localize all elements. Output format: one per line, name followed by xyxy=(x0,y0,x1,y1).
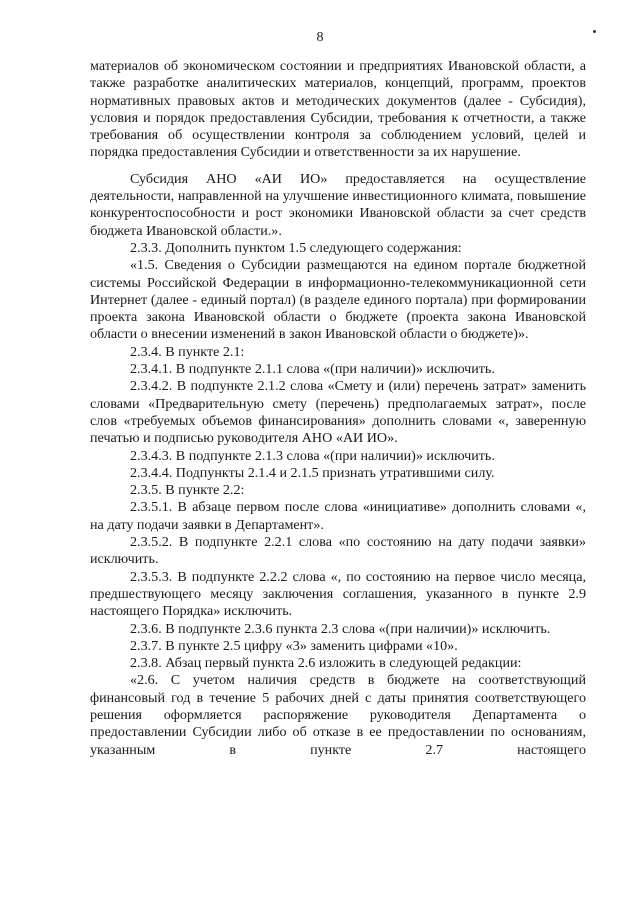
paragraph-2-3-5-1: 2.3.5.1. В абзаце первом после слова «инициативе» дополнить словами «, на дату подачи заявки в Департамент». xyxy=(90,499,586,533)
document-body xyxy=(90,58,586,759)
paragraph-2-6: «2.6. С учетом наличия средств в бюджете на соответствующий финансовый год в течение 5 рабочих дней с даты принятия соответствующего решения оформляется распоряжение руководителя Департамента о предоставлении Субсидии либо об отказе в ее предоставлении по основаниям, указанным в пункте 2.7 настоящего xyxy=(90,672,586,758)
paragraph-2-3-4: 2.3.4. В пункте 2.1: xyxy=(130,343,245,360)
paragraph-2-3-3: 2.3.3. Дополнить пунктом 1.5 следующего содержания: xyxy=(130,239,462,256)
paragraph-subsidy: Субсидия АНО «АИ ИО» предоставляется на осуществление деятельности, направленной на улучшение инвестиционного климата, повышение конкурентоспособности и рост экономики Ивановской области за счет средств бюджета Ивановской области.». xyxy=(90,170,586,239)
paragraph-2-3-5: 2.3.5. В пункте 2.2: xyxy=(130,482,245,499)
paragraph-2-3-4-1: 2.3.4.1. В подпункте 2.1.1 слова «(при наличии)» исключить. xyxy=(130,361,495,378)
paragraph-2-3-4-3: 2.3.4.3. В подпункте 2.1.3 слова «(при наличии)» исключить. xyxy=(130,447,495,464)
paragraph-2-3-4-2: 2.3.4.2. В подпункте 2.1.2 слова «Смету и (или) перечень затрат» заменить словами «Предварительную смету (перечень) предполагаемых затрат», после слов «требуемых объемов финансирования» дополнить словами «, заверенную печатью и подписью руководителя АНО «АИ ИО». xyxy=(90,378,586,447)
scan-speck xyxy=(593,30,596,33)
paragraph-1-5: «1.5. Сведения о Субсидии размещаются на едином портале бюджетной системы Российской Федерации в информационно-телекоммуникационной сети Интернет (далее - единый портал) (в разделе единого портала) при формировании проекта закона Ивановской области о бюджете (проекта закона Ивановской области о внесении изменений в закон Ивановской области о бюджете)». xyxy=(90,257,586,343)
paragraph-2-3-6: 2.3.6. В подпункте 2.3.6 пункта 2.3 слова «(при наличии)» исключить. xyxy=(130,620,551,637)
paragraph-2-3-8: 2.3.8. Абзац первый пункта 2.6 изложить в следующей редакции: xyxy=(130,655,522,672)
paragraph-intro: материалов об экономическом состоянии и предприятиях Ивановской области, а также разработке аналитических материалов, концепций, программ, проектов нормативных правовых актов и методических документов (далее - Субсидия), условия и порядок предоставления Субсидии, требования к отчетности, а также требования об осуществлении контроля за соблюдением условий, целей и порядка предоставления Субсидии и ответственности за их нарушение. xyxy=(90,58,586,161)
paragraph-2-3-4-4: 2.3.4.4. Подпункты 2.1.4 и 2.1.5 признать утратившими силу. xyxy=(130,464,495,481)
page-number: 8 xyxy=(316,30,324,45)
paragraph-2-3-5-3: 2.3.5.3. В подпункте 2.2.2 слова «, по состоянию на первое число месяца, предшествующего месяцу заключения соглашения, указанного в пункте 2.9 настоящего Порядка» исключить. xyxy=(90,568,586,620)
paragraph-2-3-7: 2.3.7. В пункте 2.5 цифру «3» заменить цифрами «10». xyxy=(130,637,458,654)
paragraph-2-3-5-2: 2.3.5.2. В подпункте 2.2.1 слова «по состоянию на дату подачи заявки» исключить. xyxy=(90,534,586,568)
